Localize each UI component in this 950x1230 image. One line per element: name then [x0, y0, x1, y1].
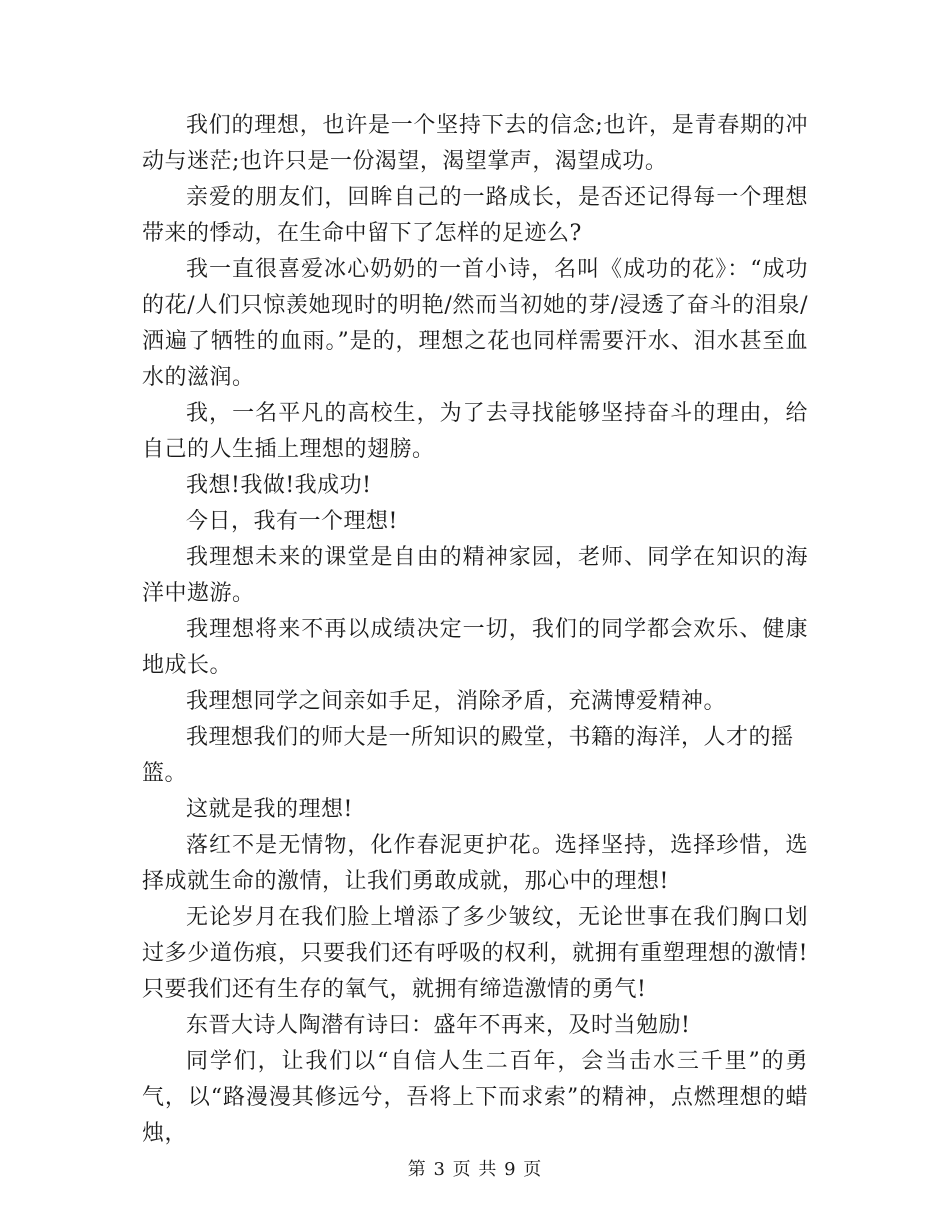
- document-body: [142, 108, 808, 1152]
- page-number-footer: 第 3 页 共 9 页: [407, 1159, 543, 1180]
- paragraph: 我理想同学之间亲如手足，消除矛盾，充满博爱精神。: [186, 689, 727, 714]
- paragraph: 我们的理想，也许是一个坚持下去的信念;也许，是青春期的冲动与迷茫;也许只是一份渴望，渴望掌声，渴望成功。: [142, 113, 808, 174]
- paragraph: 亲爱的朋友们，回眸自己的一路成长，是否还记得每一个理想带来的悸动，在生命中留下了怎样的足迹么?: [142, 185, 808, 246]
- paragraph: 同学们，让我们以“自信人生二百年，会当击水三千里”的勇气，以“路漫漫其修远兮，吾将上下而求索”的精神，点燃理想的蜡烛，: [142, 1049, 808, 1146]
- paragraph: 我理想未来的课堂是自由的精神家园，老师、同学在知识的海洋中遨游。: [142, 545, 808, 606]
- paragraph: 我一直很喜爱冰心奶奶的一首小诗，名叫《成功的花》：“成功的花/人们只惊羡她现时的明艳/然而当初她的芽/浸透了奋斗的泪泉/洒遍了牺牲的血雨。”是的，理想之花也同样需要汗水、泪水甚至血水的滋润。: [142, 257, 808, 390]
- paragraph: 落红不是无情物，化作春泥更护花。选择坚持，选择珍惜，选择成就生命的激情，让我们勇敢成就，那心中的理想!: [142, 833, 808, 894]
- paragraph: 无论岁月在我们脸上增添了多少皱纹，无论世事在我们胸口划过多少道伤痕，只要我们还有呼吸的权利，就拥有重塑理想的激情!只要我们还有生存的氧气，就拥有缔造激情的勇气!: [142, 905, 808, 1002]
- paragraph: 今日，我有一个理想!: [186, 509, 398, 534]
- paragraph: 东晋大诗人陶潜有诗曰：盛年不再来，及时当勉励!: [186, 1013, 691, 1038]
- paragraph: 我想!我做!我成功!: [186, 473, 372, 498]
- paragraph: 我理想我们的师大是一所知识的殿堂，书籍的海洋，人才的摇篮。: [142, 725, 794, 786]
- paragraph: 这就是我的理想!: [186, 797, 353, 822]
- paragraph: 我理想将来不再以成绩决定一切，我们的同学都会欢乐、健康地成长。: [142, 617, 808, 678]
- paragraph: 我，一名平凡的高校生，为了去寻找能够坚持奋斗的理由，给自己的人生插上理想的翅膀。: [142, 401, 808, 462]
